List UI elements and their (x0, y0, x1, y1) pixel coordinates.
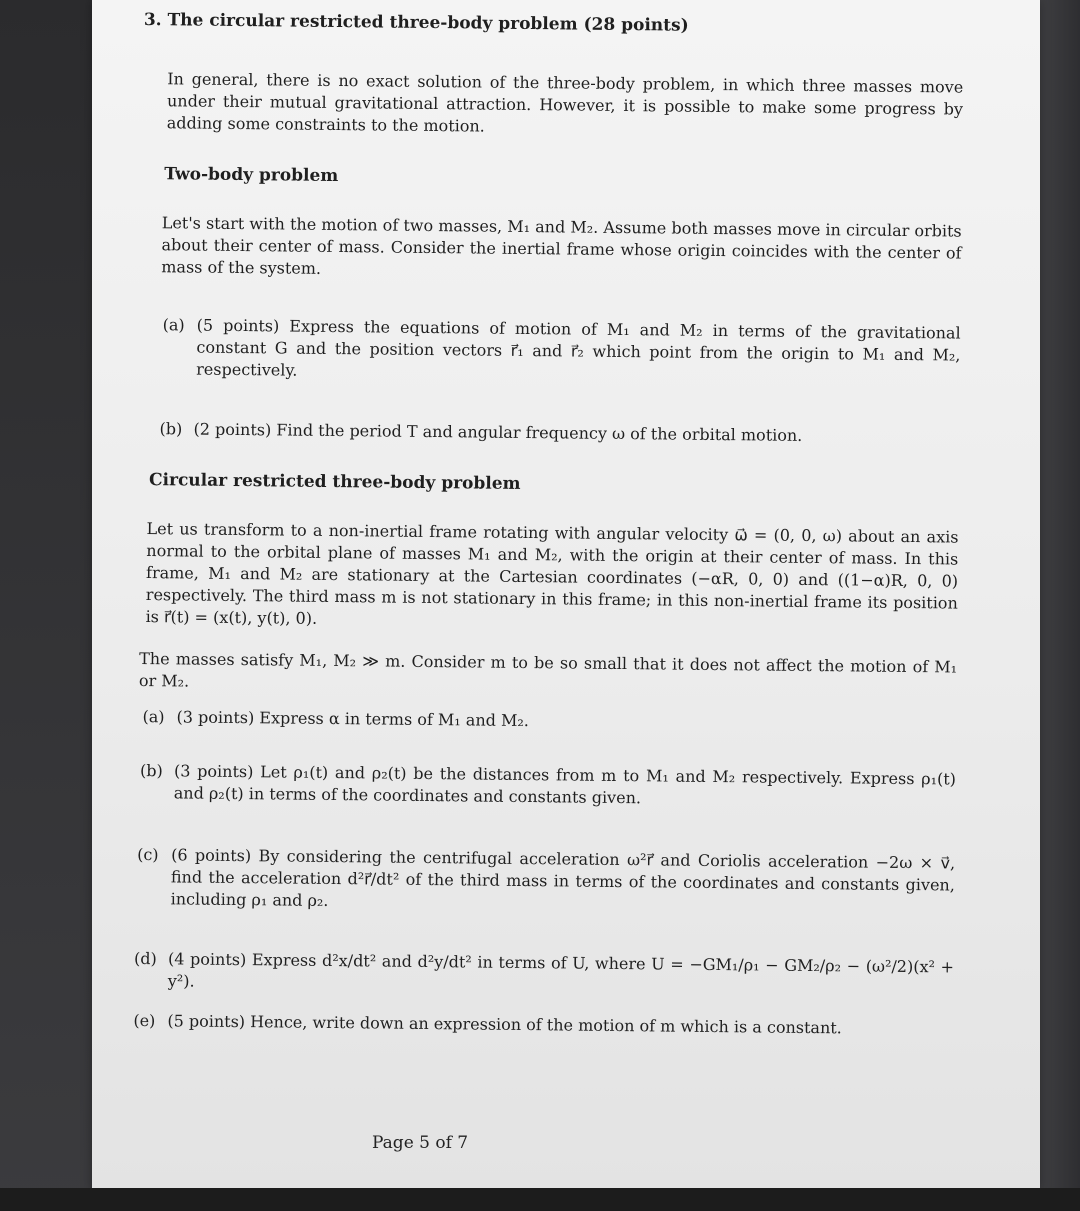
restricted-paragraph-1: Let us transform to a non-inertial frame rotating with angular velocity ω⃗ = (0, 0, ω) about an axis normal to the orbital plane of masses M₁ and M₂, with the origin at their center of mass. In this frame, M₁ and M₂ are stationary at the Cartesian coordinates (−αR, 0, 0) and ((1−α)R, 0, 0) respectively. The third mass m is not stationary in this frame; in this non-inertial frame its position is r⃗(t) = (x(t), y(t), 0). (145, 519, 959, 628)
part-label: (b) (159, 419, 183, 439)
two-body-part-a (162, 314, 961, 388)
part-text: (2 points) Find the period T and angular frequency ω of the orbital motion. (193, 419, 803, 445)
part-text: (4 points) Express d²x/dt² and d²y/dt² in terms of U, where U = −GM₁/ρ₁ − GM₂/ρ₂ − (ω²/2)(x² + y²). (167, 949, 955, 991)
exam-page (92, 0, 1040, 1190)
restricted-part-e (133, 1010, 953, 1041)
restricted-heading: Circular restricted three-body problem (148, 470, 521, 494)
part-text: (6 points) By considering the centrifugal acceleration ω²r⃗ and Coriolis acceleration −2ω × v⃗, find the acceleration d²r⃗/dt² of the third mass in terms of the coordinates and constants given, including ρ₁ and ρ₂. (170, 845, 956, 910)
part-label: (e) (133, 1010, 156, 1031)
part-text: (5 points) Hence, write down an expression of the motion of m which is a constant. (167, 1011, 842, 1038)
restricted-paragraph-2: The masses satisfy M₁, M₂ ≫ m. Consider m to be so small that it does not affect the motion of M₁ or M₂. (138, 648, 958, 691)
restricted-part-b (140, 760, 956, 813)
part-text: (3 points) Let ρ₁(t) and ρ₂(t) be the distances from m to M₁ and M₂ respectively. Express ρ₁(t) and ρ₂(t) in terms of the coordinates and constants given. (173, 761, 957, 808)
part-label: (d) (133, 948, 157, 969)
two-body-part-b (159, 418, 959, 448)
part-label: (a) (142, 707, 165, 727)
page-content (133, 8, 964, 1038)
page-number: Page 5 of 7 (372, 1133, 469, 1153)
part-label: (b) (139, 761, 163, 781)
two-body-paragraph: Let's start with the motion of two masses, M₁ and M₂. Assume both masses move in circular orbits about their center of mass. Consider the inertial frame whose origin coincides with the center of mass of the system. (161, 213, 962, 278)
restricted-part-a (142, 706, 956, 737)
part-label: (c) (137, 844, 159, 865)
part-text: (5 points) Express the equations of motion of M₁ and M₂ in terms of the gravitational constant G and the position vectors r⃗₁ and r⃗₂ which point from the origin to M₁ and M₂, respectively. (196, 315, 961, 380)
part-label: (a) (162, 315, 185, 335)
part-text: (3 points) Express α in terms of M₁ and M₂. (176, 707, 530, 731)
background-edge-bottom (0, 1188, 1080, 1211)
restricted-part-c (137, 844, 956, 919)
restricted-part-d (134, 948, 954, 1001)
intro-paragraph: In general, there is no exact solution of the three-body problem, in which three masses move under their mutual gravitational attraction. However, it is possible to make some progress by adding some constraints to the motion. (166, 69, 964, 136)
two-body-heading: Two-body problem (164, 164, 339, 187)
question-title: 3. The circular restricted three-body problem (28 points) (143, 9, 689, 36)
background-edge-right (1040, 0, 1080, 1211)
